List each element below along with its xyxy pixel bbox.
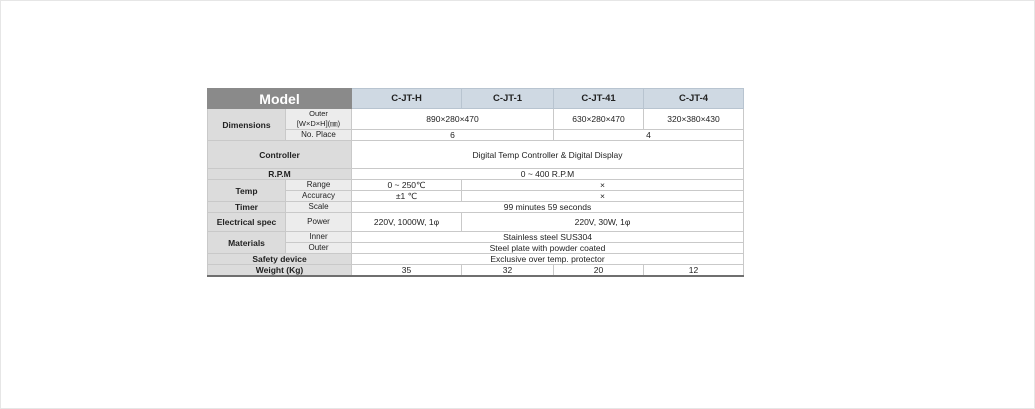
model-col-4: C-JT-4 [644, 89, 744, 109]
materials-outer-label: Outer [286, 243, 352, 254]
accuracy-value-h: ±1 ℃ [352, 191, 462, 202]
range-value-h: 0 ~ 250℃ [352, 180, 462, 191]
power-value-others: 220V, 30W, 1φ [462, 213, 744, 232]
controller-value: Digital Temp Controller & Digital Display [352, 141, 744, 169]
electrical-row [208, 213, 744, 232]
weight-value-3: 20 [554, 265, 644, 277]
electrical-label: Electrical spec [208, 213, 286, 232]
outer-value-4: 320×380×430 [644, 109, 744, 130]
safety-row [208, 254, 744, 265]
materials-outer-row [208, 243, 744, 254]
no-place-value-a: 6 [352, 130, 554, 141]
materials-outer-value: Steel plate with powder coated [352, 243, 744, 254]
model-col-3: C-JT-41 [554, 89, 644, 109]
controller-label: Controller [208, 141, 352, 169]
timer-value: 99 minutes 59 seconds [352, 202, 744, 213]
rpm-row [208, 169, 744, 180]
model-col-2: C-JT-1 [462, 89, 554, 109]
model-col-1: C-JT-H [352, 89, 462, 109]
power-label: Power [286, 213, 352, 232]
rpm-value: 0 ~ 400 R.P.M [352, 169, 744, 180]
timer-row [208, 202, 744, 213]
weight-value-2: 32 [462, 265, 554, 277]
dimensions-outer-row [208, 109, 744, 130]
safety-value: Exclusive over temp. protector [352, 254, 744, 265]
outer-value-41: 630×280×470 [554, 109, 644, 130]
rpm-label: R.P.M [208, 169, 352, 180]
weight-value-1: 35 [352, 265, 462, 277]
materials-label: Materials [208, 232, 286, 254]
accuracy-value-others: × [462, 191, 744, 202]
outer-label: Outer [309, 109, 328, 118]
range-label: Range [286, 180, 352, 191]
dimensions-place-row [208, 130, 744, 141]
inner-label: Inner [286, 232, 352, 243]
outer-unit: [W×D×H](㎜) [296, 119, 341, 128]
temp-range-row [208, 180, 744, 191]
inner-value: Stainless steel SUS304 [352, 232, 744, 243]
dimensions-label: Dimensions [208, 109, 286, 141]
controller-row [208, 141, 744, 169]
weight-row [208, 265, 744, 277]
outer-value-h-1: 890×280×470 [352, 109, 554, 130]
timer-label: Timer [208, 202, 286, 213]
spec-table [207, 88, 744, 277]
range-value-others: × [462, 180, 744, 191]
header-row [208, 89, 744, 109]
weight-label: Weight (Kg) [208, 265, 352, 277]
temp-label: Temp [208, 180, 286, 202]
power-value-h: 220V, 1000W, 1φ [352, 213, 462, 232]
scale-label: Scale [286, 202, 352, 213]
dimensions-outer-sublabel [286, 109, 352, 130]
temp-accuracy-row [208, 191, 744, 202]
safety-label: Safety device [208, 254, 352, 265]
no-place-value-b: 4 [554, 130, 744, 141]
model-header: Model [208, 89, 352, 109]
weight-value-4: 12 [644, 265, 744, 277]
no-place-label: No. Place [286, 130, 352, 141]
accuracy-label: Accuracy [286, 191, 352, 202]
materials-inner-row [208, 232, 744, 243]
